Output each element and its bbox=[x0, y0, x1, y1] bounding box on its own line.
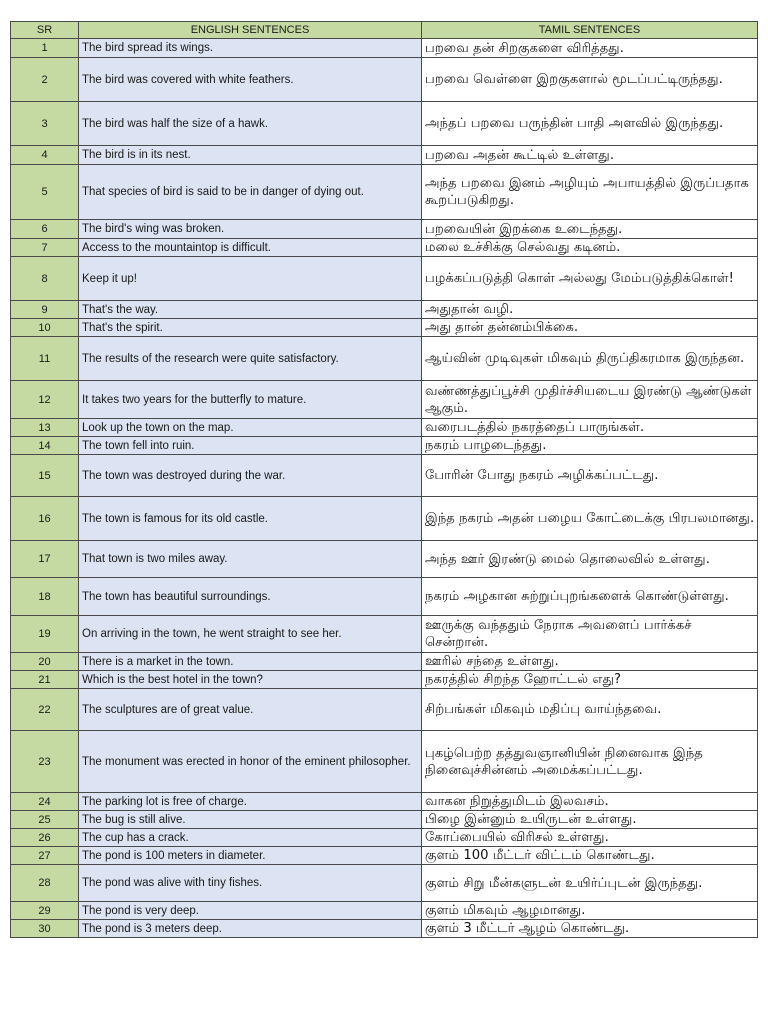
header-row bbox=[11, 22, 758, 39]
row-english-cell: The parking lot is free of charge. bbox=[79, 793, 422, 811]
row-tamil-cell: அதுதான் வழி. bbox=[422, 301, 758, 319]
table-row bbox=[11, 58, 758, 102]
table-row bbox=[11, 616, 758, 653]
table-row bbox=[11, 731, 758, 793]
row-sr-cell: 6 bbox=[11, 220, 79, 239]
row-sr-cell: 12 bbox=[11, 381, 79, 419]
row-tamil-cell: நகரத்தில் சிறந்த ஹோட்டல் எது? bbox=[422, 671, 758, 689]
table-row bbox=[11, 920, 758, 938]
row-english-cell: The sculptures are of great value. bbox=[79, 689, 422, 731]
table-row bbox=[11, 381, 758, 419]
row-tamil-cell: அந்தப் பறவை பருந்தின் பாதி அளவில் இருந்தது. bbox=[422, 102, 758, 146]
table-row bbox=[11, 455, 758, 497]
table-row bbox=[11, 165, 758, 220]
row-english-cell: The bird was covered with white feathers. bbox=[79, 58, 422, 102]
row-sr-cell: 1 bbox=[11, 39, 79, 58]
row-english-cell: Which is the best hotel in the town? bbox=[79, 671, 422, 689]
row-english-cell: That's the spirit. bbox=[79, 319, 422, 337]
row-sr-cell: 28 bbox=[11, 865, 79, 902]
row-sr-cell: 5 bbox=[11, 165, 79, 220]
table-row bbox=[11, 337, 758, 381]
row-tamil-cell: போரின் போது நகரம் அழிக்கப்பட்டது. bbox=[422, 455, 758, 497]
sentence-table-wrapper bbox=[10, 21, 757, 938]
row-english-cell: The bird is in its nest. bbox=[79, 146, 422, 165]
row-tamil-cell: நகரம் அழகான சுற்றுப்புறங்களைக் கொண்டுள்ளது. bbox=[422, 578, 758, 616]
table-row bbox=[11, 437, 758, 455]
row-sr-cell: 17 bbox=[11, 541, 79, 578]
row-sr-cell: 25 bbox=[11, 811, 79, 829]
table-row bbox=[11, 146, 758, 165]
row-tamil-cell: ஊரில் சந்தை உள்ளது. bbox=[422, 653, 758, 671]
row-tamil-cell: கோப்பையில் விரிசல் உள்ளது. bbox=[422, 829, 758, 847]
row-english-cell: The bird's wing was broken. bbox=[79, 220, 422, 239]
row-tamil-cell: நகரம் பாழடைந்தது. bbox=[422, 437, 758, 455]
row-sr-cell: 10 bbox=[11, 319, 79, 337]
row-english-cell: The pond is very deep. bbox=[79, 902, 422, 920]
row-english-cell: The town was destroyed during the war. bbox=[79, 455, 422, 497]
table-body bbox=[11, 39, 758, 938]
row-english-cell: The town is famous for its old castle. bbox=[79, 497, 422, 541]
row-sr-cell: 9 bbox=[11, 301, 79, 319]
table-row bbox=[11, 102, 758, 146]
row-english-cell: Look up the town on the map. bbox=[79, 419, 422, 437]
table-row bbox=[11, 902, 758, 920]
table-row bbox=[11, 793, 758, 811]
row-tamil-cell: பிழை இன்னும் உயிருடன் உள்ளது. bbox=[422, 811, 758, 829]
row-tamil-cell: வாகன நிறுத்துமிடம் இலவசம். bbox=[422, 793, 758, 811]
row-sr-cell: 20 bbox=[11, 653, 79, 671]
row-sr-cell: 21 bbox=[11, 671, 79, 689]
table-row bbox=[11, 689, 758, 731]
row-tamil-cell: குளம் 100 மீட்டர் விட்டம் கொண்டது. bbox=[422, 847, 758, 865]
table-row bbox=[11, 847, 758, 865]
row-english-cell: Keep it up! bbox=[79, 257, 422, 301]
row-sr-cell: 26 bbox=[11, 829, 79, 847]
row-tamil-cell: குளம் 3 மீட்டர் ஆழம் கொண்டது. bbox=[422, 920, 758, 938]
table-row bbox=[11, 239, 758, 257]
row-tamil-cell: அந்த பறவை இனம் அழியும் அபாயத்தில் இருப்பதாக கூறப்படுகிறது. bbox=[422, 165, 758, 220]
row-sr-cell: 29 bbox=[11, 902, 79, 920]
row-tamil-cell: அது தான் தன்னம்பிக்கை. bbox=[422, 319, 758, 337]
row-sr-cell: 3 bbox=[11, 102, 79, 146]
row-english-cell: There is a market in the town. bbox=[79, 653, 422, 671]
row-sr-cell: 22 bbox=[11, 689, 79, 731]
table-row bbox=[11, 578, 758, 616]
row-tamil-cell: வரைபடத்தில் நகரத்தைப் பாருங்கள். bbox=[422, 419, 758, 437]
row-sr-cell: 2 bbox=[11, 58, 79, 102]
row-english-cell: The monument was erected in honor of the eminent philosopher. bbox=[79, 731, 422, 793]
row-english-cell: The pond is 3 meters deep. bbox=[79, 920, 422, 938]
row-sr-cell: 24 bbox=[11, 793, 79, 811]
row-tamil-cell: பறவை தன் சிறகுகளை விரித்தது. bbox=[422, 39, 758, 58]
row-english-cell: The bird was half the size of a hawk. bbox=[79, 102, 422, 146]
row-tamil-cell: வண்ணத்துப்பூச்சி முதிர்ச்சியடைய இரண்டு ஆண்டுகள் ஆகும். bbox=[422, 381, 758, 419]
row-sr-cell: 23 bbox=[11, 731, 79, 793]
row-tamil-cell: பழக்கப்படுத்தி கொள் அல்லது மேம்படுத்திக்கொள்! bbox=[422, 257, 758, 301]
row-english-cell: The town fell into ruin. bbox=[79, 437, 422, 455]
row-english-cell: The pond is 100 meters in diameter. bbox=[79, 847, 422, 865]
table-row bbox=[11, 319, 758, 337]
table-row bbox=[11, 257, 758, 301]
row-english-cell: The bug is still alive. bbox=[79, 811, 422, 829]
row-english-cell: The bird spread its wings. bbox=[79, 39, 422, 58]
header-tamil: TAMIL SENTENCES bbox=[422, 22, 758, 39]
row-tamil-cell: புகழ்பெற்ற தத்துவஞானியின் நினைவாக இந்த நினைவுச்சின்னம் அமைக்கப்பட்டது. bbox=[422, 731, 758, 793]
row-sr-cell: 4 bbox=[11, 146, 79, 165]
header-english: ENGLISH SENTENCES bbox=[79, 22, 422, 39]
table-row bbox=[11, 811, 758, 829]
row-english-cell: The results of the research were quite satisfactory. bbox=[79, 337, 422, 381]
header-sr: SR bbox=[11, 22, 79, 39]
table-row bbox=[11, 541, 758, 578]
row-sr-cell: 18 bbox=[11, 578, 79, 616]
row-tamil-cell: பறவையின் இறக்கை உடைந்தது. bbox=[422, 220, 758, 239]
row-english-cell: Access to the mountaintop is difficult. bbox=[79, 239, 422, 257]
table-row bbox=[11, 301, 758, 319]
row-tamil-cell: குளம் மிகவும் ஆழமானது. bbox=[422, 902, 758, 920]
table-row bbox=[11, 829, 758, 847]
table-row bbox=[11, 671, 758, 689]
table-row bbox=[11, 653, 758, 671]
row-tamil-cell: அந்த ஊர் இரண்டு மைல் தொலைவில் உள்ளது. bbox=[422, 541, 758, 578]
row-tamil-cell: இந்த நகரம் அதன் பழைய கோட்டைக்கு பிரபலமானது. bbox=[422, 497, 758, 541]
row-english-cell: The town has beautiful surroundings. bbox=[79, 578, 422, 616]
table-row bbox=[11, 497, 758, 541]
row-sr-cell: 19 bbox=[11, 616, 79, 653]
row-english-cell: That town is two miles away. bbox=[79, 541, 422, 578]
table-row bbox=[11, 865, 758, 902]
row-sr-cell: 27 bbox=[11, 847, 79, 865]
row-english-cell: The cup has a crack. bbox=[79, 829, 422, 847]
row-sr-cell: 14 bbox=[11, 437, 79, 455]
row-sr-cell: 11 bbox=[11, 337, 79, 381]
row-tamil-cell: மலை உச்சிக்கு செல்வது கடினம். bbox=[422, 239, 758, 257]
row-sr-cell: 15 bbox=[11, 455, 79, 497]
row-sr-cell: 16 bbox=[11, 497, 79, 541]
row-tamil-cell: குளம் சிறு மீன்களுடன் உயிர்ப்புடன் இருந்தது. bbox=[422, 865, 758, 902]
row-sr-cell: 13 bbox=[11, 419, 79, 437]
row-english-cell: The pond was alive with tiny fishes. bbox=[79, 865, 422, 902]
table-row bbox=[11, 220, 758, 239]
table-row bbox=[11, 39, 758, 58]
row-english-cell: That species of bird is said to be in danger of dying out. bbox=[79, 165, 422, 220]
row-tamil-cell: ஆய்வின் முடிவுகள் மிகவும் திருப்திகரமாக இருந்தன. bbox=[422, 337, 758, 381]
row-tamil-cell: பறவை வெள்ளை இறகுகளால் மூடப்பட்டிருந்தது. bbox=[422, 58, 758, 102]
row-english-cell: On arriving in the town, he went straight to see her. bbox=[79, 616, 422, 653]
row-sr-cell: 7 bbox=[11, 239, 79, 257]
row-sr-cell: 8 bbox=[11, 257, 79, 301]
row-sr-cell: 30 bbox=[11, 920, 79, 938]
sentence-table bbox=[10, 21, 758, 938]
row-english-cell: It takes two years for the butterfly to mature. bbox=[79, 381, 422, 419]
row-english-cell: That's the way. bbox=[79, 301, 422, 319]
row-tamil-cell: பறவை அதன் கூட்டில் உள்ளது. bbox=[422, 146, 758, 165]
row-tamil-cell: சிற்பங்கள் மிகவும் மதிப்பு வாய்ந்தவை. bbox=[422, 689, 758, 731]
row-tamil-cell: ஊருக்கு வந்ததும் நேராக அவளைப் பார்க்கச் சென்றான். bbox=[422, 616, 758, 653]
table-row bbox=[11, 419, 758, 437]
